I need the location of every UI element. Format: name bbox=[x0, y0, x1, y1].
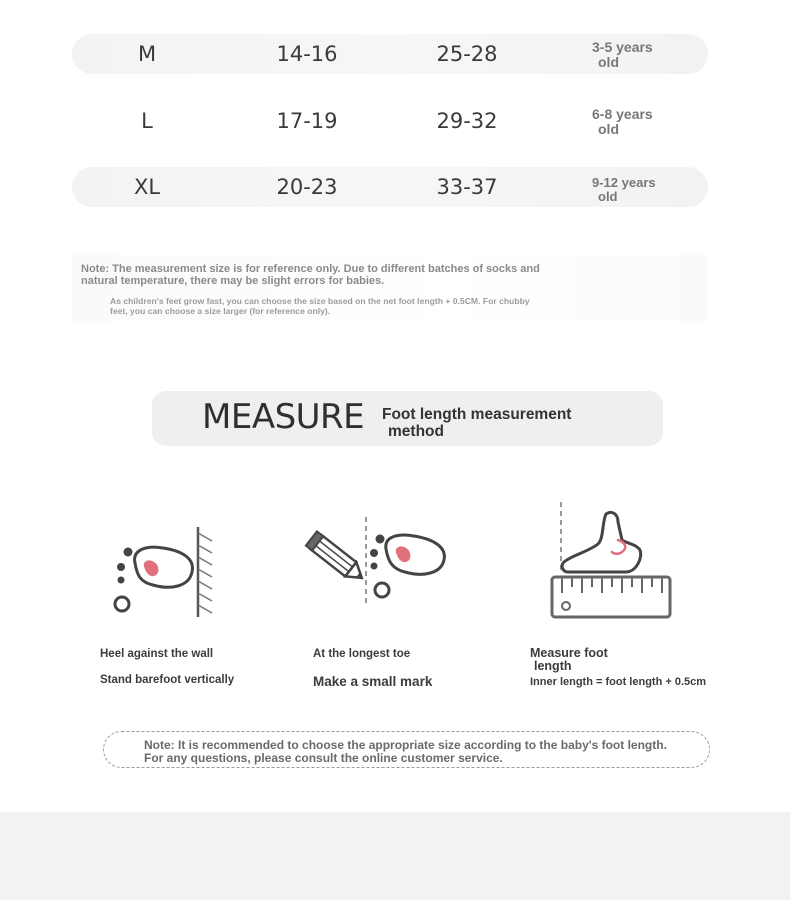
pencil-footprint-icon bbox=[302, 515, 452, 605]
size-label: L bbox=[141, 109, 153, 133]
measure-subtitle: Foot length measurement method bbox=[382, 406, 572, 440]
eu-size: 25-28 bbox=[436, 42, 498, 66]
foot-ruler-icon bbox=[548, 500, 676, 622]
growth-note: As children's feet grow fast, you can choose the size based on the net foot length + 0.5CM. For chubby feet, you can choose a size larger (for reference only). bbox=[110, 296, 530, 316]
reference-notes bbox=[72, 255, 708, 321]
age-range: 9-12 years old bbox=[592, 175, 656, 204]
step2-label: At the longest toe bbox=[313, 648, 411, 660]
eu-size: 29-32 bbox=[436, 109, 498, 133]
bottom-note bbox=[103, 731, 710, 768]
foot-length-cm: 20-23 bbox=[276, 175, 338, 199]
step3-detail: Inner length = foot length + 0.5cm bbox=[530, 676, 707, 688]
measure-banner bbox=[152, 391, 663, 446]
eu-size: 33-37 bbox=[436, 175, 498, 199]
size-label: M bbox=[137, 42, 157, 66]
step1-detail: Stand barefoot vertically bbox=[100, 674, 235, 686]
size-row-m bbox=[72, 34, 708, 74]
measure-title: MEASURE bbox=[202, 397, 365, 437]
foot-length-cm: 17-19 bbox=[276, 109, 338, 133]
footprint-wall-icon bbox=[108, 525, 218, 620]
reference-note: Note: The measurement size is for reference only. Due to different batches of socks and natural temperature, there may be slight errors for babies. bbox=[81, 263, 540, 287]
step2-detail: Make a small mark bbox=[313, 674, 433, 689]
size-row-xl bbox=[72, 167, 708, 207]
size-label: XL bbox=[133, 175, 161, 199]
size-row-l bbox=[72, 101, 708, 141]
bottom-note-text: Note: It is recommended to choose the appropriate size according to the baby's foot length. For any questions, please consult the online customer service. bbox=[144, 738, 667, 765]
foot-length-cm: 14-16 bbox=[276, 42, 338, 66]
step3-label: Measure foot length bbox=[530, 646, 608, 673]
footer-band bbox=[0, 812, 790, 900]
age-range: 3-5 years old bbox=[592, 39, 653, 70]
step1-label: Heel against the wall bbox=[100, 648, 214, 660]
age-range: 6-8 years old bbox=[592, 106, 653, 137]
